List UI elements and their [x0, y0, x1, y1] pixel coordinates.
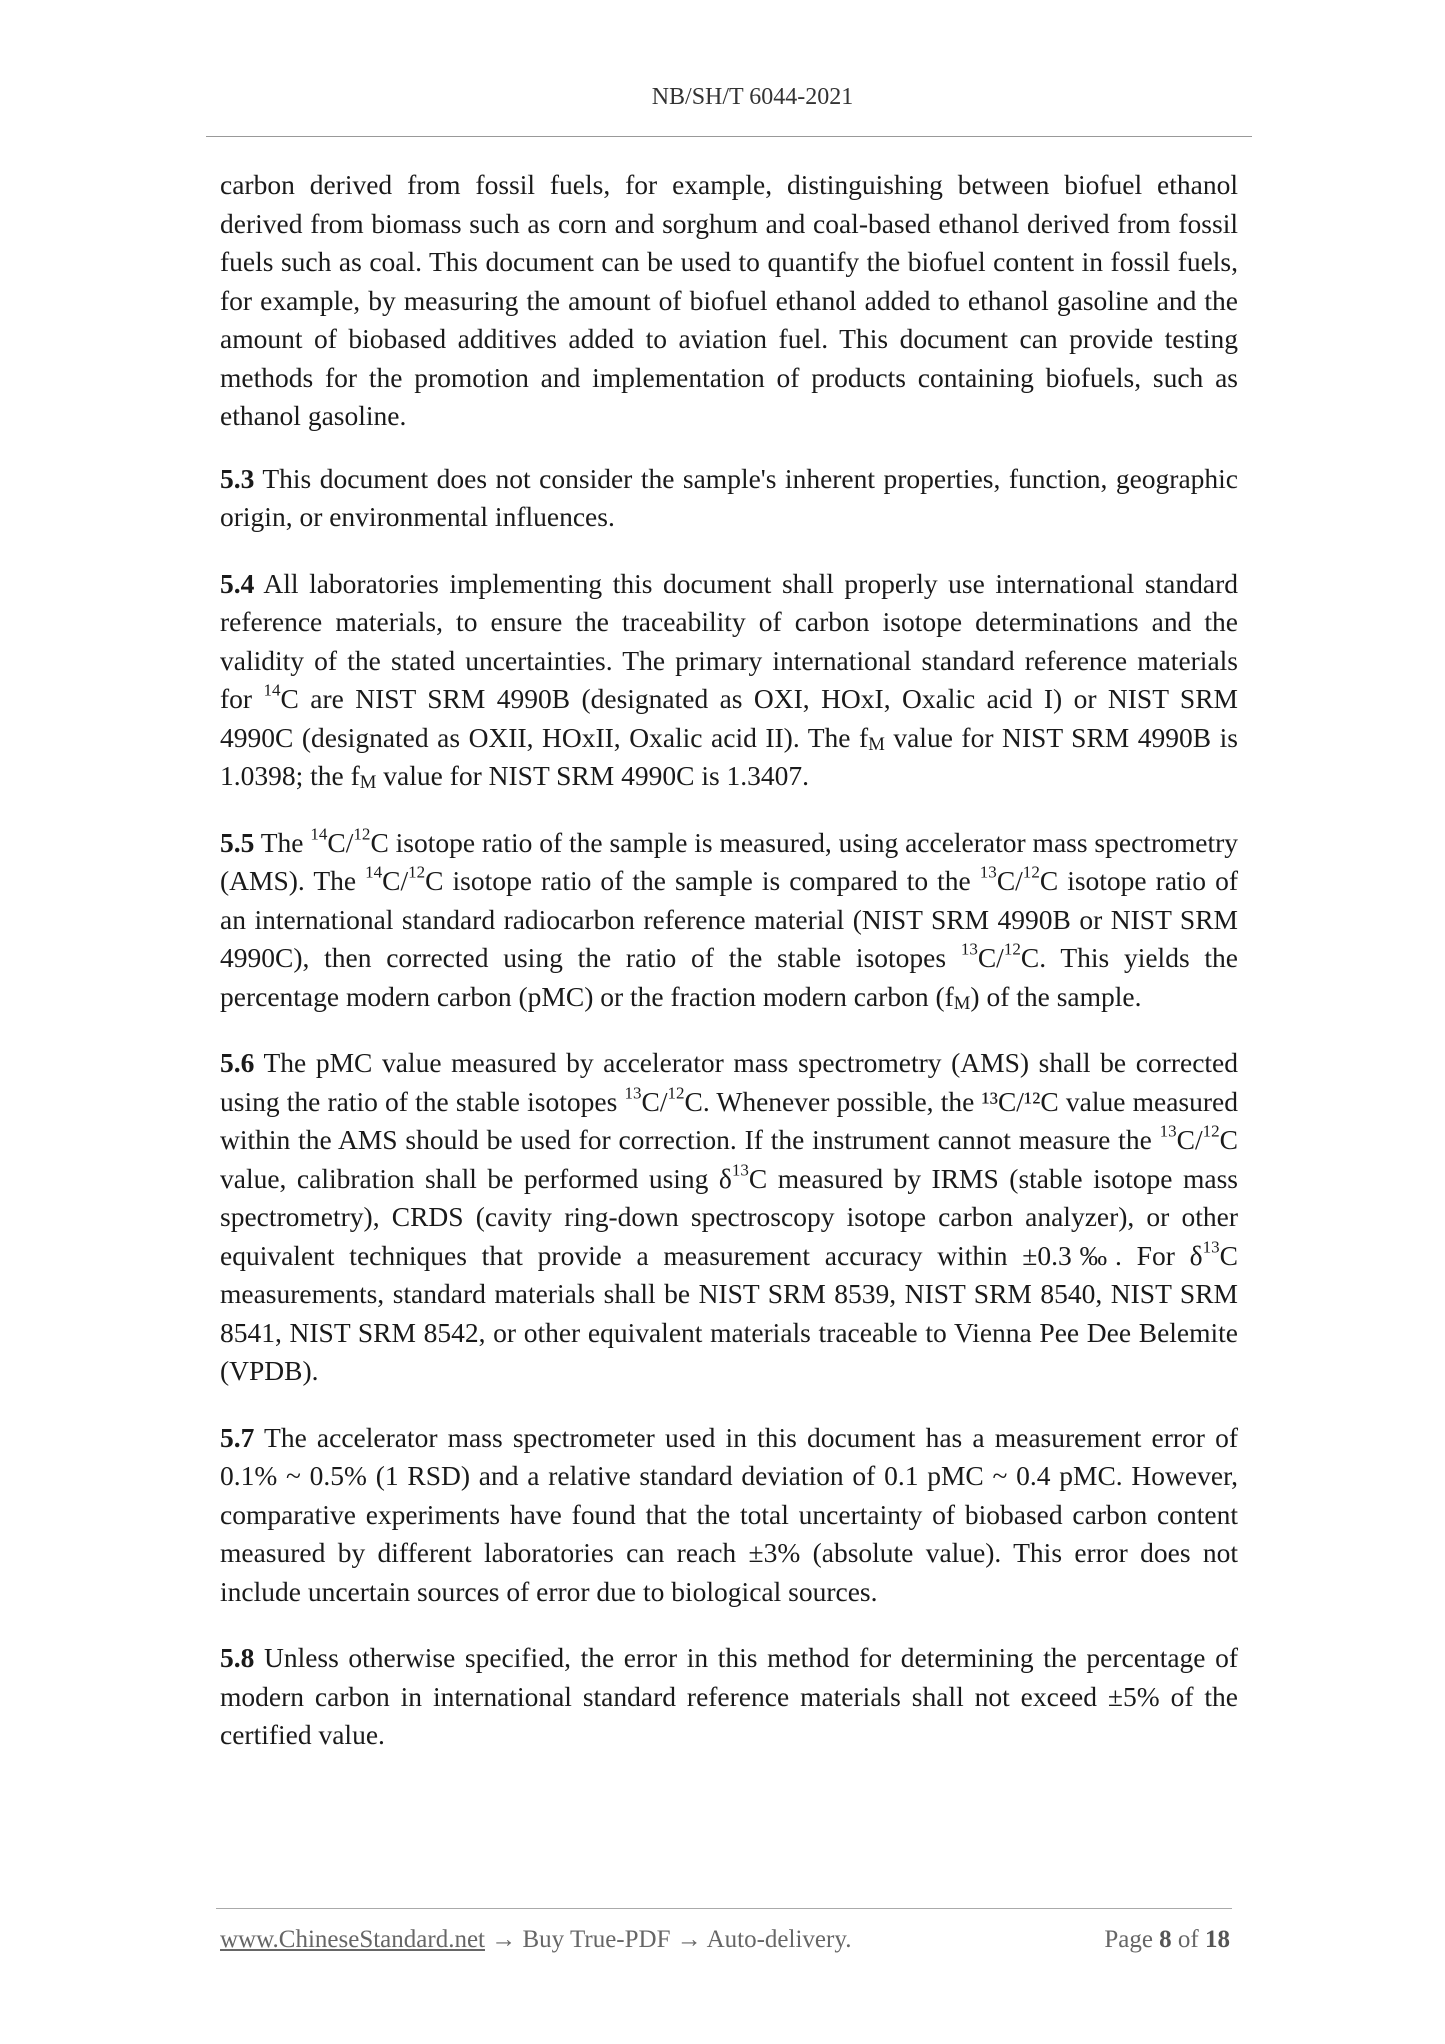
superscript: 12 [1022, 862, 1040, 882]
section-5-4 [220, 565, 1238, 796]
isotope-symbol: C [425, 865, 444, 896]
isotope-symbol: C/ [1176, 1124, 1203, 1155]
superscript: 13 [960, 939, 978, 959]
section-number: 5.5 [220, 826, 255, 858]
footer-promo-text: → Buy True-PDF → Auto-delivery. [485, 1926, 852, 1953]
section-number: 5.6 [220, 1047, 255, 1078]
isotope-symbol: C/ [641, 1085, 668, 1117]
isotope-symbol: C [684, 1085, 703, 1117]
superscript: 14 [365, 862, 383, 882]
section-5-5 [220, 824, 1238, 1017]
superscript: 13 [1159, 1121, 1177, 1141]
section-text: Unless otherwise specified, the error in this method for determining the percentage of modern carbon in international standard reference materials shall not exceed ±5% of the certified value. [220, 1642, 1238, 1750]
isotope-symbol: C/ [977, 942, 1004, 973]
isotope-symbol: C [1039, 865, 1059, 896]
section-text: ) of the sample. [970, 980, 1142, 1012]
section-text: All laboratories implementing this document shall properly use international standard reference materials, to ensure the traceability of carbon isotope determinations and the validity of the stated uncertainties. The primary international standard reference materials for [220, 567, 1238, 714]
section-number: 5.8 [220, 1642, 255, 1673]
section-text: isotope ratio of the sample is compared to the [443, 865, 980, 896]
superscript: 12 [1202, 1121, 1220, 1141]
page-label: Page [1104, 1926, 1160, 1953]
section-number: 5.4 [220, 567, 255, 599]
section-5-6 [220, 1044, 1238, 1391]
isotope-symbol: C/ [327, 826, 354, 858]
section-text: isotope ratio of an international standard radiocarbon reference material (NIST SRM 4990B or NIST SRM 4990C), then corrected using the ratio of the stable isotopes [220, 865, 1238, 973]
subscript: M [868, 733, 885, 755]
isotope-symbol: C [370, 826, 389, 858]
page-number: 8 [1159, 1926, 1172, 1953]
superscript: 12 [667, 1083, 685, 1103]
section-text: . This yields the percentage modern carbon (pMC) or the fraction modern carbon (f [220, 942, 1238, 1012]
section-5-3 [220, 460, 1238, 537]
section-text: C are NIST SRM 4990B (designated as OXI, HOxI, Oxalic acid I) or NIST SRM 4990C (designated as OXII, HOxII, Oxalic acid II). The f [220, 683, 1238, 753]
section-text: . Whenever possible, the ¹³C/¹²C value measured within the AMS should be used for correction. If the instrument cannot measure the [220, 1085, 1238, 1155]
superscript: 13 [979, 862, 997, 882]
footer [220, 1926, 1230, 1954]
paragraph-continuation: carbon derived from fossil fuels, for example, distinguishing between biofuel ethanol derived from biomass such as corn and sorghum and coal-based ethanol derived from fossil fuels such as coal. This document can be used to quantify the biofuel content in fossil fuels, for example, by measuring the amount of biofuel ethanol added to ethanol gasoline and the amount of biobased additives added to aviation fuel. This document can provide testing methods for the promotion and implementation of products containing biofuels, such as ethanol gasoline. [220, 169, 1238, 431]
superscript: 12 [408, 862, 426, 882]
superscript: 13 [1202, 1237, 1220, 1257]
section-5-7 [220, 1419, 1238, 1612]
header-divider [206, 136, 1252, 137]
document-body [220, 166, 1238, 1783]
superscript: 13 [624, 1083, 642, 1103]
footer-divider [216, 1908, 1232, 1909]
section-number: 5.3 [220, 462, 255, 494]
isotope-symbol: C/ [996, 865, 1023, 896]
section-text: value, calibration shall be performed using δ [220, 1162, 732, 1194]
section-text: value for NIST SRM 4990B is 1.0398; the f [220, 721, 1238, 791]
section-text: This document does not consider the sample's inherent properties, function, geographic origin, or environmental influences. [220, 462, 1238, 532]
section-text: isotope ratio of the sample is measured, using accelerator mass spectrometry (AMS). The [220, 826, 1238, 896]
superscript: 14 [263, 680, 281, 700]
isotope-symbol: C [1219, 1124, 1238, 1155]
section-5-8 [220, 1639, 1238, 1755]
superscript: 14 [310, 824, 328, 844]
superscript: 13 [731, 1160, 749, 1180]
subscript: M [953, 992, 971, 1014]
section-text: value for NIST SRM 4990C is 1.3407. [376, 760, 810, 791]
section-text: The pMC value measured by accelerator mass spectrometry (AMS) shall be corrected using the ratio of the stable isotopes [220, 1047, 1238, 1117]
section-text: The accelerator mass spectrometer used in this document has a measurement error of 0.1% ~ 0.5% (1 RSD) and a relative standard deviation of 0.1 pMC ~ 0.4 pMC. However, comparative experiments have found that the total uncertainty of biobased carbon content measured by different laboratories can reach ±3% (absolute value). This error does not include uncertain sources of error due to biological sources. [220, 1421, 1238, 1607]
page-of-label: of [1171, 1926, 1205, 1953]
page-total: 18 [1205, 1926, 1230, 1953]
isotope-symbol: C [1020, 942, 1040, 973]
subscript: M [359, 771, 377, 793]
section-text: C measured by IRMS (stable isotope mass spectrometry), CRDS (cavity ring-down spectroscopy isotope carbon analyzer), or other equivalent techniques that provide a measurement accuracy within ±0.3‰. For δ [220, 1162, 1238, 1271]
superscript: 12 [353, 824, 371, 844]
section-text: C measurements, standard materials shall be NIST SRM 8539, NIST SRM 8540, NIST SRM 8541, NIST SRM 8542, or other equivalent materials traceable to Vienna Pee Dee Belemite (VPDB). [220, 1239, 1238, 1386]
page-indicator [1104, 1926, 1230, 1954]
section-number: 5.7 [220, 1421, 255, 1453]
header-title: NB/SH/T 6044-2021 [651, 84, 854, 110]
superscript: 12 [1003, 939, 1021, 959]
website-link[interactable]: www.ChineseStandard.net [220, 1926, 485, 1953]
section-text: The [254, 826, 311, 858]
isotope-symbol: C/ [382, 865, 409, 896]
